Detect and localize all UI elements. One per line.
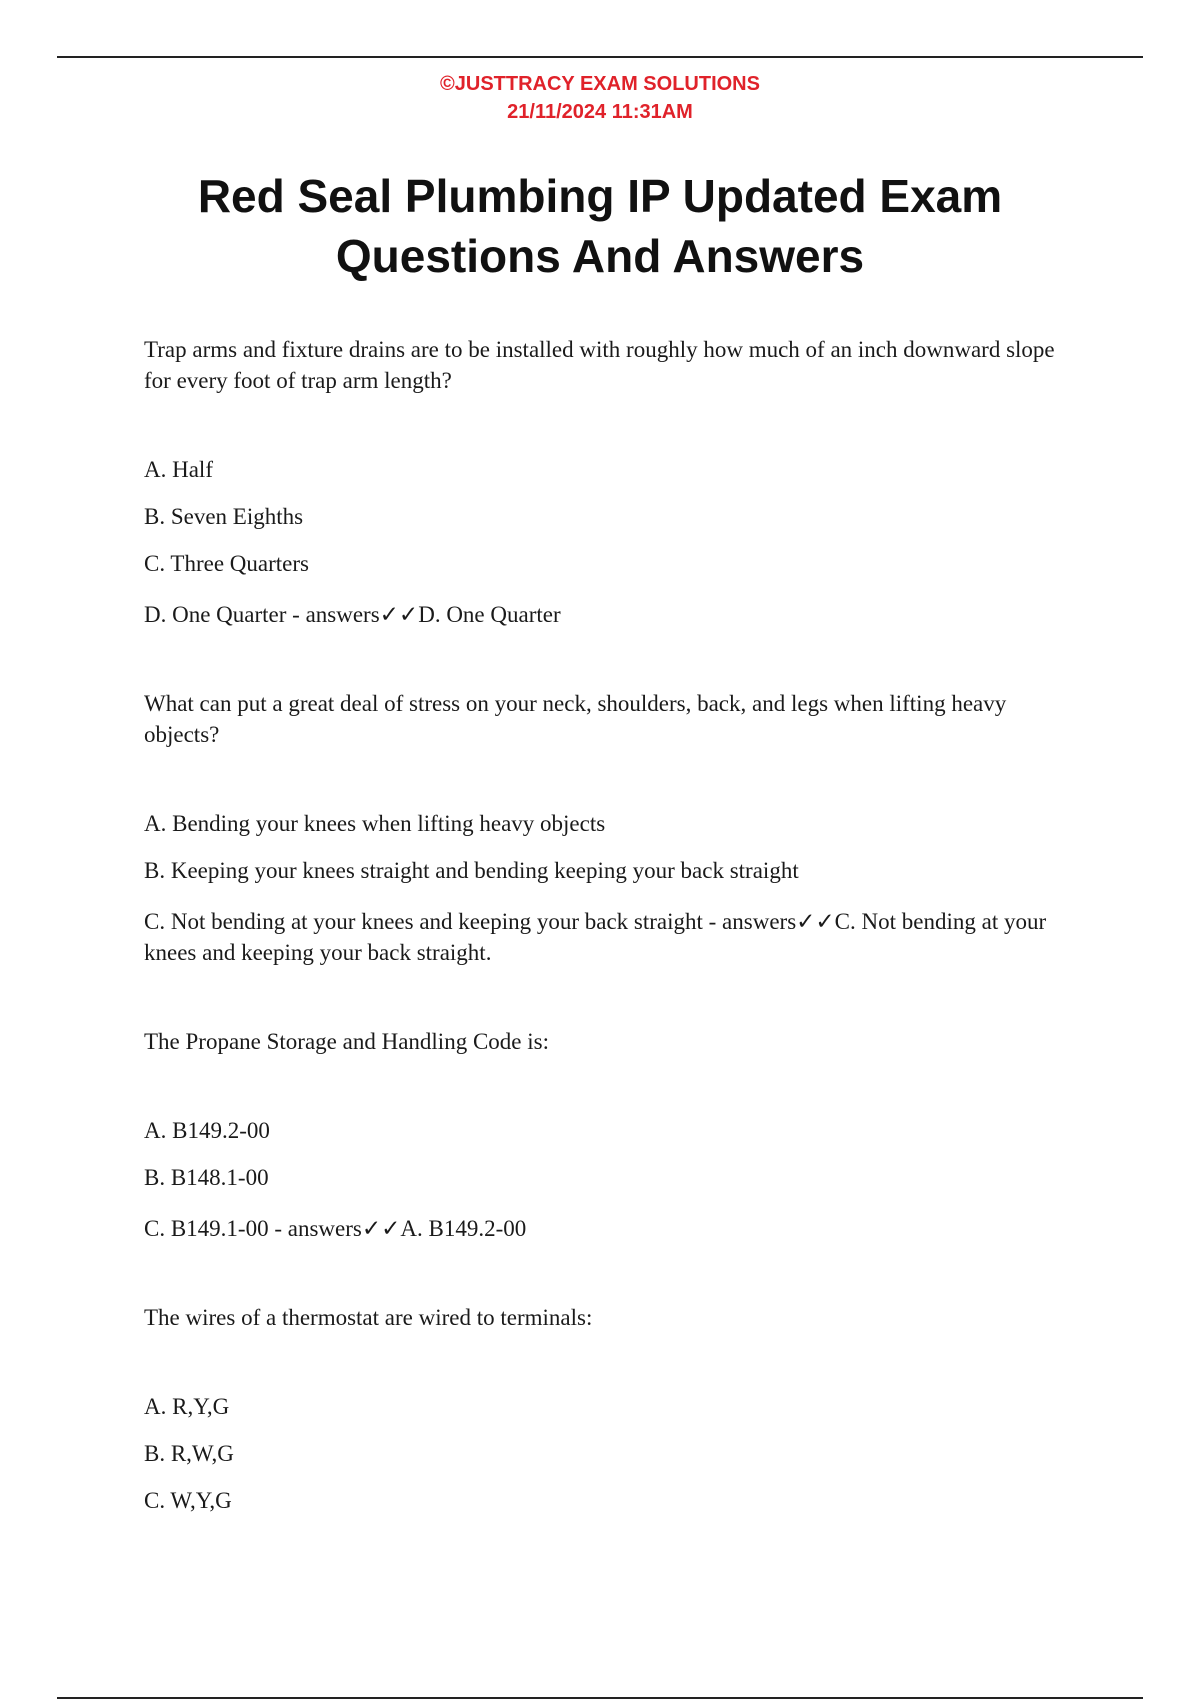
option-c: C. Three Quarters [144, 551, 309, 576]
bottom-rule [57, 1697, 1143, 1699]
title-line-1: Red Seal Plumbing IP Updated Exam [197, 170, 1003, 222]
question-text: The wires of a thermostat are wired to terminals: [144, 1305, 593, 1330]
option-a: A. Half [144, 457, 213, 482]
options-list [144, 1115, 1064, 1244]
option-a: A. B149.2-00 [144, 1118, 270, 1143]
question-text: What can put a great deal of stress on your neck, shoulders, back, and legs when lifting heavy objects? [144, 691, 1007, 747]
option-b: B. B148.1-00 [144, 1165, 269, 1190]
question-text: The Propane Storage and Handling Code is: [144, 1029, 549, 1054]
option-c: C. W,Y,G [144, 1488, 232, 1513]
question-text: Trap arms and fixture drains are to be installed with roughly how much of an inch downward slope for every foot of trap arm length? [144, 337, 1055, 393]
options-list [144, 808, 1064, 968]
document-title [100, 166, 1100, 286]
answer-line: C. Not bending at your knees and keeping your back straight - answers✓✓C. Not bending at your knees and keeping your back straight. [144, 909, 1047, 965]
options-list [144, 454, 1064, 630]
option-b: B. Keeping your knees straight and bending keeping your back straight [144, 858, 799, 883]
option-a: A. R,Y,G [144, 1394, 230, 1419]
header-timestamp: 21/11/2024 11:31AM [507, 101, 693, 123]
question-block-4 [144, 1302, 1064, 1516]
option-b: B. R,W,G [144, 1441, 234, 1466]
options-list [144, 1391, 1064, 1516]
question-list [144, 334, 1064, 1574]
answer-line: C. B149.1-00 - answers✓✓A. B149.2-00 [144, 1216, 527, 1241]
top-rule [57, 56, 1143, 58]
title-line-2: Questions And Answers [335, 230, 865, 282]
answer-line: D. One Quarter - answers✓✓D. One Quarter [144, 602, 561, 627]
question-block-1 [144, 334, 1064, 630]
option-a: A. Bending your knees when lifting heavy objects [144, 811, 606, 836]
watermark-text: ©JUSTTRACY EXAM SOLUTIONS [440, 73, 760, 95]
option-b: B. Seven Eighths [144, 504, 304, 529]
question-block-3 [144, 1026, 1064, 1244]
document-header [0, 70, 1200, 126]
question-block-2 [144, 688, 1064, 968]
